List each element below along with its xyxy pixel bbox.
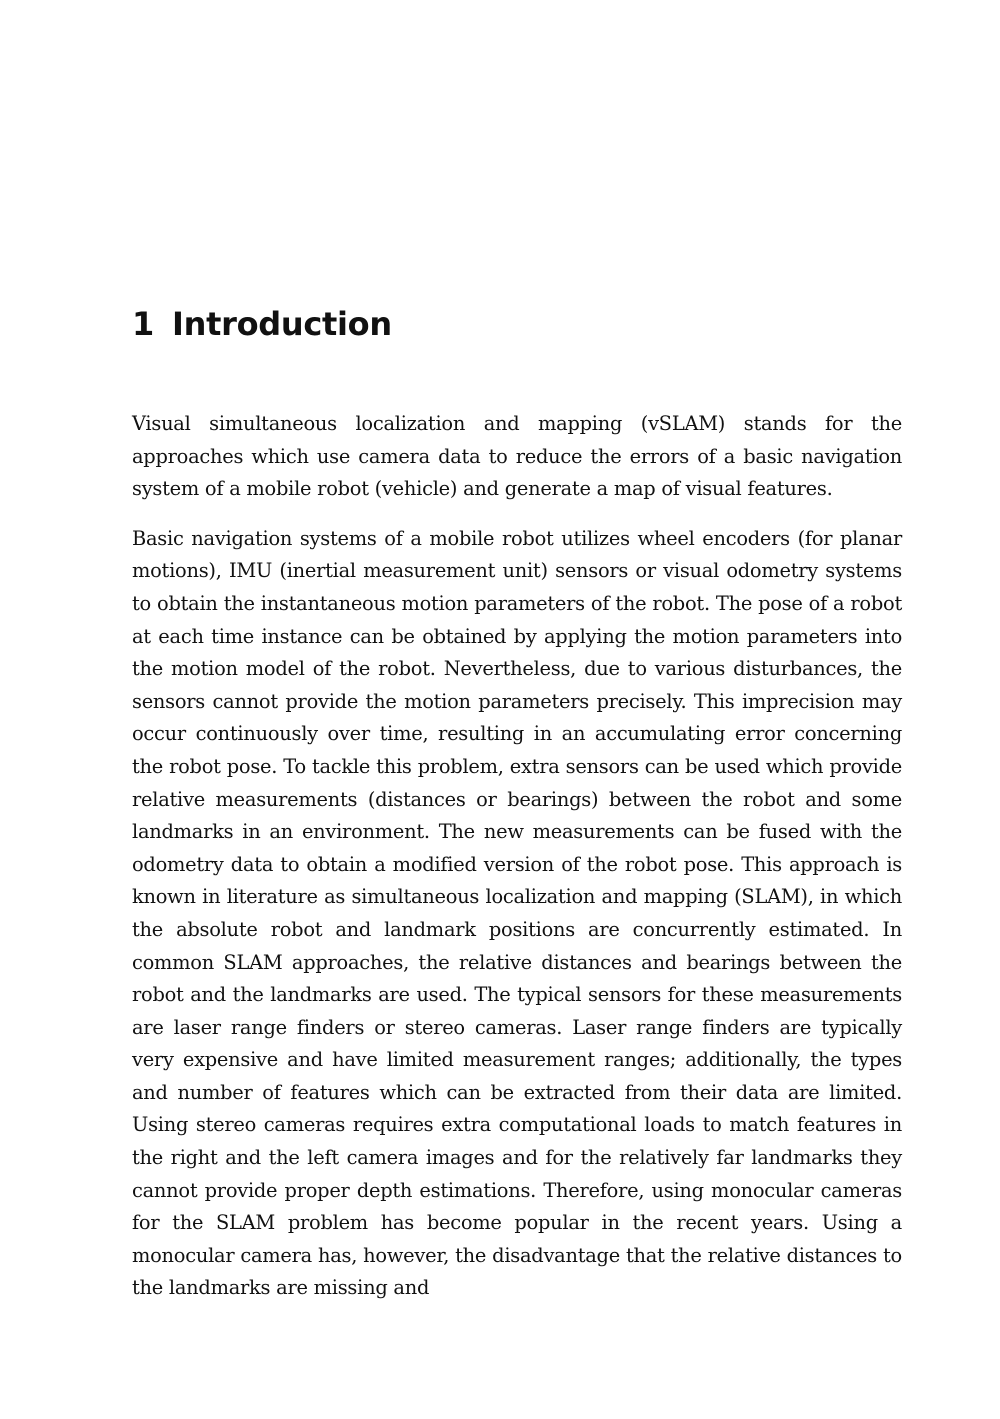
paragraph-navigation-systems: Basic navigation systems of a mobile robot utilizes wheel encoders (for planar motions), IMU (inertial measurement unit) sensors or visual odometry systems to obtain the instantaneous motion parameters of the robot. The pose of a robot at each time instance can be obtained by applying the motion parameters into the motion model of the robot. Nevertheless, due to various disturbances, the sensors cannot provide the motion parameters precisely. This imprecision may occur continuously over time, resulting in an accumulating error concerning the robot pose. To tackle this problem, extra sensors can be used which provide relative measurements (distances or bearings) between the robot and some landmarks in an environment. The new measurements can be fused with the odometry data to obtain a modified version of the robot pose. This approach is known in literature as simultaneous localization and mapping (SLAM), in which the absolute robot and landmark positions are concurrently estimated. In common SLAM approaches, the relative distances and bearings between the robot and the landmarks are used. The typical sensors for these measurements are laser range finders or stereo cameras. Laser range finders are typically very expensive and have limited measurement ranges; additionally, the types and number of features which can be extracted from their data are limited. Using stereo cameras requires extra computational loads to match features in the right and the left camera images and for the relatively far landmarks they cannot provide proper depth estimations. Therefore, using monocular cameras for the SLAM problem has become popular in the recent years. Using a monocular camera has, however, the disadvantage that the relative distances to the landmarks are missing and	[132, 526, 902, 1300]
body-text	[132, 408, 902, 1322]
chapter-heading	[132, 300, 392, 348]
chapter-number: 1	[132, 305, 154, 343]
paragraph-intro: Visual simultaneous localization and mapping (vSLAM) stands for the approaches which use camera data to reduce the errors of a basic navigation system of a mobile robot (vehicle) and generate a map of visual features.	[132, 412, 902, 501]
chapter-title: Introduction	[172, 305, 392, 343]
